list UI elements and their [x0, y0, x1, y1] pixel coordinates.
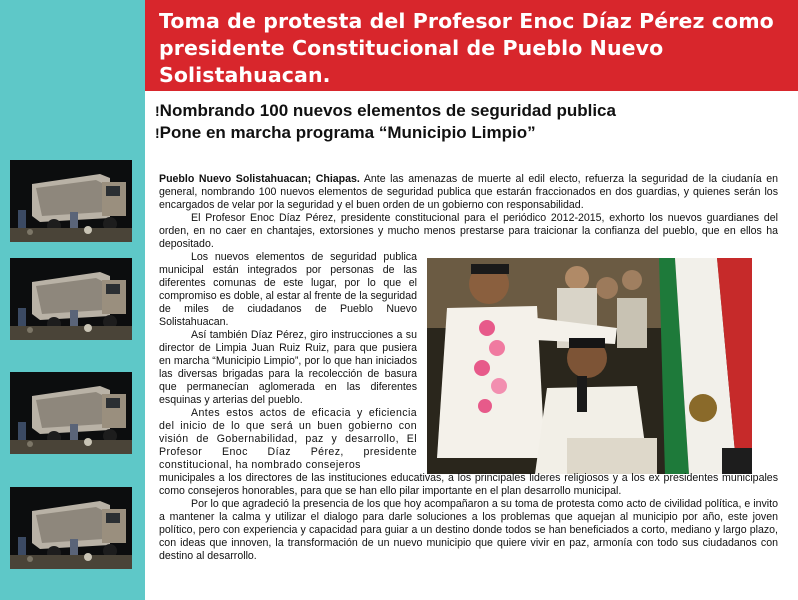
subheadings	[155, 100, 795, 144]
paragraph-2: El Profesor Enoc Díaz Pérez, presidente constitucional para el periódico 2012-2015, exhorto los nuevos guardianes del orden, en no caer en chantajes, extorsiones y mucho menos prestarse para traicionar la confianza del pueblo, que en ellos ha depositado.	[159, 212, 778, 250]
page-title: Toma de protesta del Profesor Enoc Díaz Pérez como presidente Constitucional de Pueblo Nuevo Solistahuacan.	[159, 9, 774, 87]
article-dateline: Pueblo Nuevo Solistahuacan; Chiapas.	[159, 173, 360, 185]
bullet-icon: !	[155, 125, 160, 141]
paragraph-text: Ante las amenazas de muerte al edil electo, refuerza la seguridad de la ciudanía en general, nombrando 100 nuevos elementos de seguridad publica que estarán fraccionados en dos guardias, y quienes serán los encargados de velar por la seguridad y el buen orden de un gobierno con responsabilidad.	[159, 173, 778, 211]
truck-thumbnail-1	[10, 160, 132, 242]
article-body	[159, 173, 778, 563]
subheading-2	[155, 122, 795, 144]
header-banner	[145, 0, 798, 91]
truck-thumbnail-4	[10, 487, 132, 569]
paragraph-6: Por lo que agradeció la presencia de los que hoy acompañaron a su toma de protesta como acto de civilidad política, e invito a mantener la calma y utilizar el dialogo para darle soluciones a los problemas que aquejan al municipio por año, este joven político, pero con experiencia y capacidad para guiar a un destino donde todos se han beneficiados a corto, mediano y largo plazo, con ideas que innoven, la transformación de un nuevo municipio que quiere vivir en paz, armonía con todo sus ciudadanos con destino al desarrollo.	[159, 498, 778, 562]
paragraph-5b: municipales a los directores de las instituciones educativas, a los principales lideres religiosos y a los ex presidentes municipales como consejeros honorables, para que se han ello pilar importante en el plan desarrollo municipal.	[159, 472, 778, 497]
truck-thumbnail-3	[10, 372, 132, 454]
paragraph-5a: Antes estos actos de eficacia y eficiencia del inicio de lo que será un buen gobierno con visión de Gobernabilidad, paz y desarrollo, El Profesor Enoc Díaz Pérez, presidente constitucional, ha nombrado consejeros	[159, 407, 417, 471]
paragraph-4: Así también Díaz Pérez, giro instrucciones a su director de Limpia Juan Ruiz Ruiz, para que pusiera en marcha “Municipio Limpio”, por lo que han iniciados las diversas brigadas para la recolección de basura que permanecían aglomerada en las diferentes esquinas y arterias del pueblo.	[159, 329, 417, 406]
bullet-icon: !	[155, 103, 160, 119]
truck-thumbnail-2	[10, 258, 132, 340]
subheading-text: Nombrando 100 nuevos elementos de seguridad publica	[159, 101, 616, 120]
subheading-text: Pone en marcha programa “Municipio Limpio”	[159, 123, 536, 142]
paragraph-1	[159, 173, 778, 212]
paragraph-3: Los nuevos elementos de seguridad publica municipal están integrados por personas de las diferentes comunas de este lugar, por lo que el compromiso es doble, al estar al frente de la seguridad de miles de ciudadanos de Pueblo Nuevo Solistahuacan.	[159, 251, 417, 328]
subheading-1	[155, 100, 795, 122]
